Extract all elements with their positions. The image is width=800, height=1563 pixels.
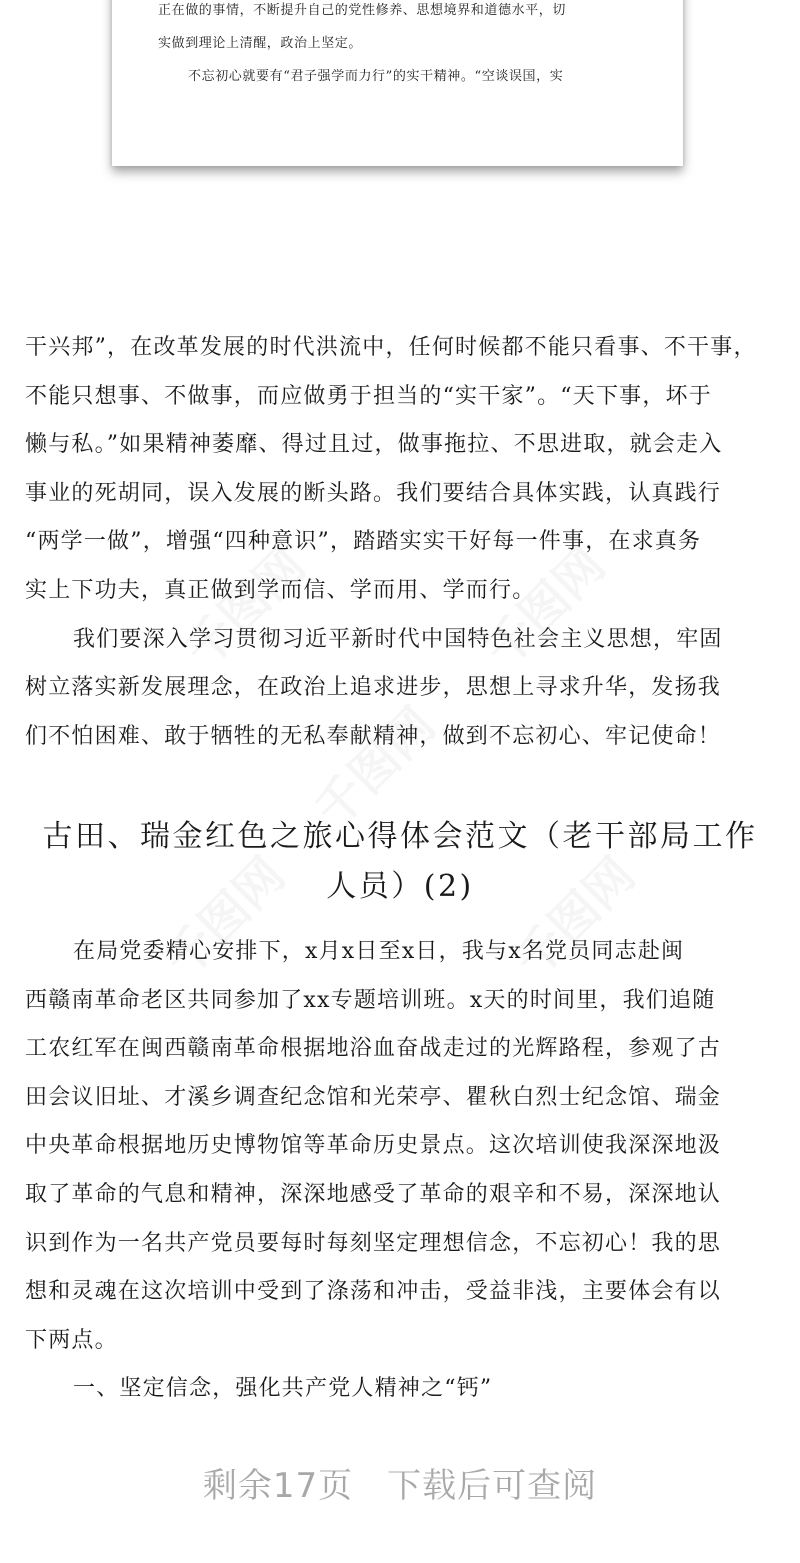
body-line: 我们要深入学习贯彻习近平新时代中国特色社会主义思想，牢固 [73, 626, 723, 652]
body-line: 下两点。 [25, 1327, 118, 1353]
preview-line: 实做到理论上清醒，政治上坚定。 [158, 36, 363, 51]
section-title-line: 古田、瑞金红色之旅心得体会范文（老干部局工作 [42, 819, 758, 854]
preview-line: 正在做的事情，不断提升自己的党性修养、思想境界和道德水平，切 [158, 3, 567, 18]
remaining-pages-banner[interactable] [0, 1458, 800, 1507]
section-title-line: 人员）(2) [326, 869, 474, 904]
document-preview-card [112, 0, 683, 166]
watermark: 千图网 [154, 846, 296, 989]
body-line: 事业的死胡同，误入发展的断头路。我们要结合具体实践，认真践行 [25, 480, 722, 506]
document-body [25, 324, 777, 761]
body-line: 懒与私。”如果精神萎靡、得过且过，做事拖拉、不思进取，就会走入 [25, 432, 723, 458]
body-line: 实上下功夫，真正做到学而信、学而用、学而行。 [25, 577, 536, 603]
body-line: 想和灵魂在这次培训中受到了涤荡和冲击，受益非浅，主要体会有以 [25, 1279, 722, 1305]
watermark: 千图网 [174, 536, 316, 679]
watermark: 千图网 [304, 696, 446, 839]
section-heading: 一、坚定信念，强化共产党人精神之“钙” [73, 1376, 493, 1402]
body-line: 工农红军在闽西赣南革命根据地浴血奋战走过的光辉路程，参观了古 [25, 1036, 722, 1062]
section-body [25, 928, 777, 1414]
body-line: 在局党委精心安排下，x月x日至x日，我与x名党员同志赴闽 [73, 939, 685, 964]
preview-text [158, 0, 647, 93]
body-line: 不能只想事、不做事，而应做勇于担当的“实干家”。“天下事，坏于 [25, 383, 712, 409]
body-line: “两学一做”，增强“四种意识”，踏踏实实干好每一件事，在求真务 [25, 529, 702, 555]
body-line: 们不怕困难、敢于牺牲的无私奉献精神，做到不忘初心、牢记使命！ [25, 723, 722, 749]
body-line: 取了革命的气息和精神，深深地感受了革命的艰辛和不易，深深地认 [25, 1181, 722, 1207]
body-line: 识到作为一名共产党员要每时每刻坚定理想信念，不忘初心！我的思 [25, 1230, 722, 1256]
section-title [20, 812, 780, 912]
watermark: 千图网 [504, 846, 646, 989]
body-line: 中央革命根据地历史博物馆等革命历史景点。这次培训使我深深地汲 [25, 1133, 722, 1159]
watermark: 千图网 [474, 536, 616, 679]
preview-line: 不忘初心就要有“君子强学而力行”的实干精神。“空谈误国，实 [188, 69, 564, 84]
body-line: 干兴邦”，在改革发展的时代洪流中，任何时候都不能只看事、不干事， [25, 335, 757, 360]
download-to-view-text: 下载后可查阅 [387, 1466, 598, 1506]
body-line: 树立落实新发展理念，在政治上追求进步，思想上寻求升华，发扬我 [25, 675, 722, 701]
body-line: 西赣南革命老区共同参加了xx专题培训班。x天的时间里，我们追随 [25, 987, 716, 1013]
remaining-pages-count: 剩余17页 [202, 1466, 354, 1506]
body-line: 田会议旧址、才溪乡调查纪念馆和光荣亭、瞿秋白烈士纪念馆、瑞金 [25, 1084, 722, 1110]
